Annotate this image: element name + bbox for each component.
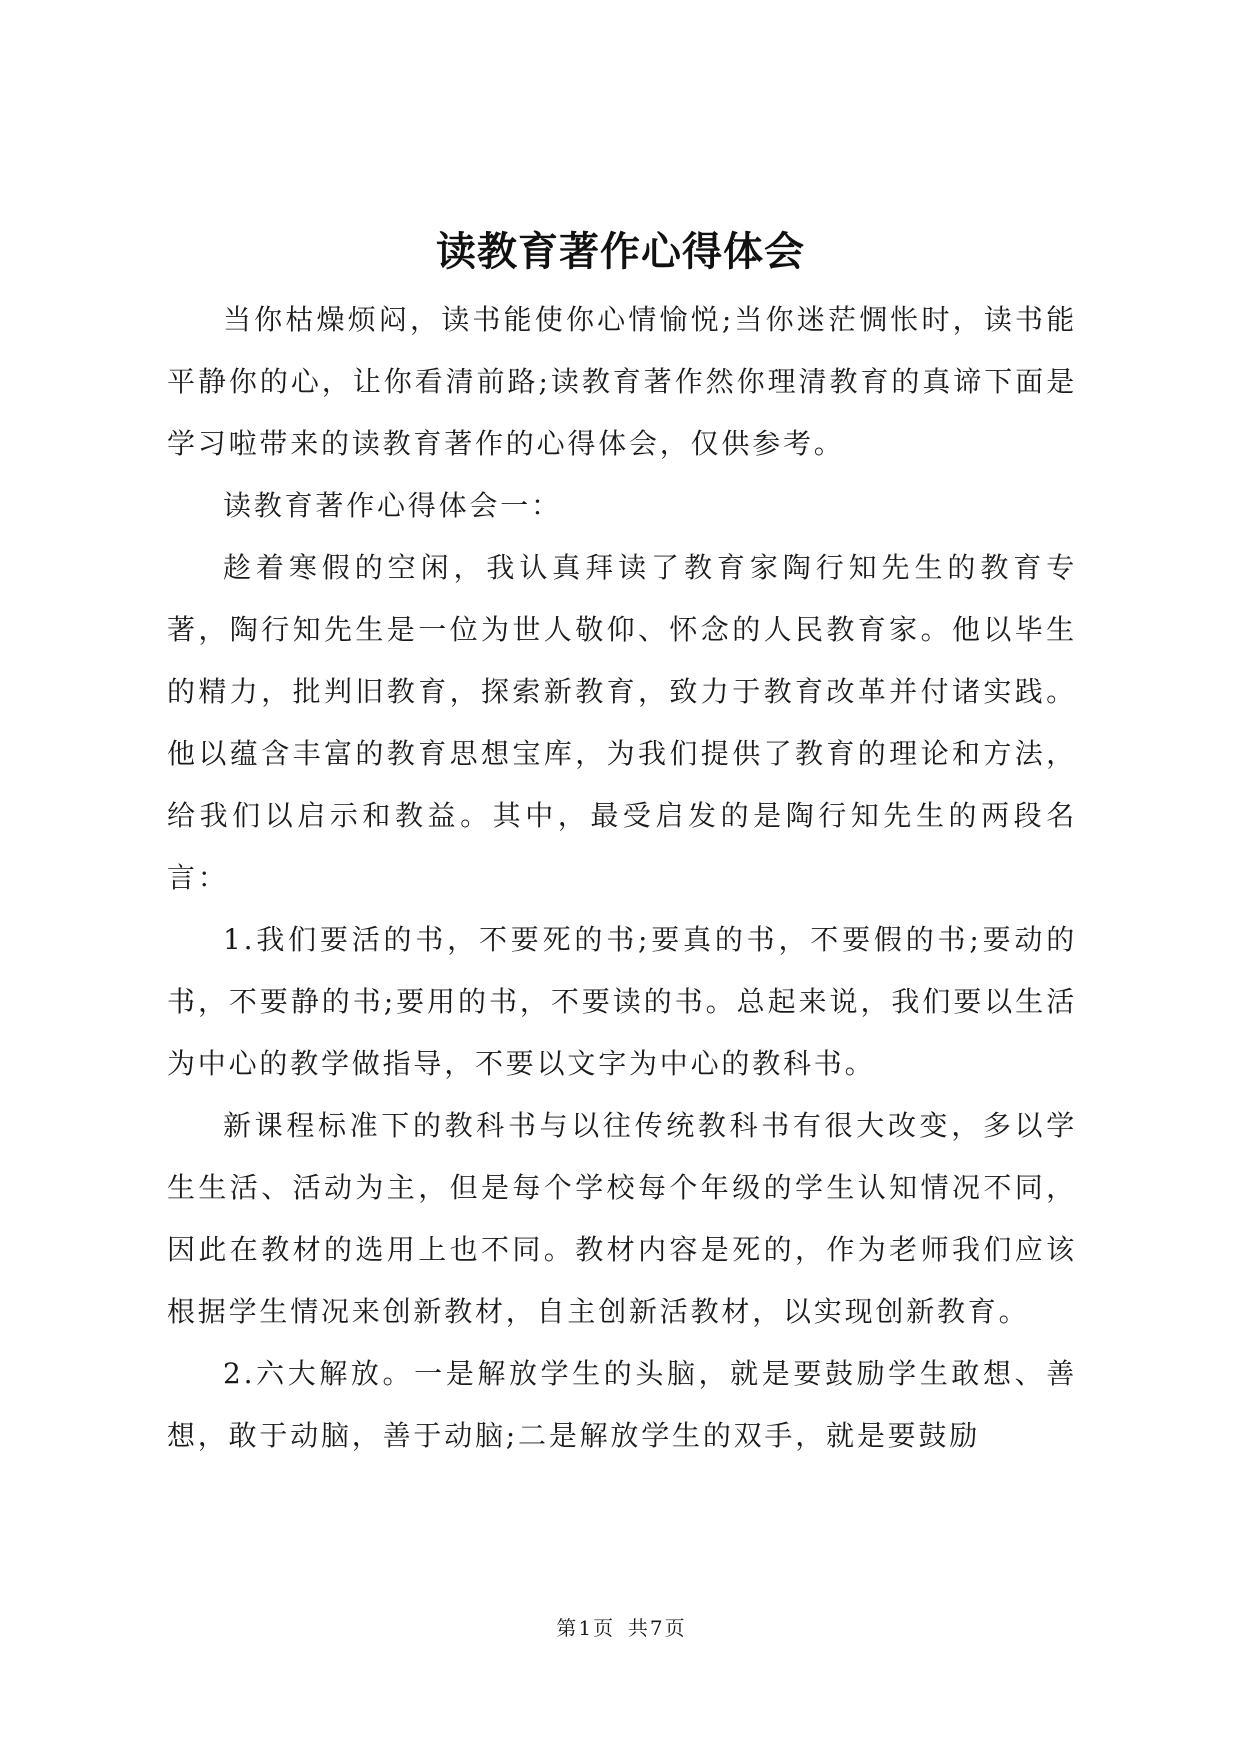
paragraph-tao-xingzhi: 趁着寒假的空闲，我认真拜读了教育家陶行知先生的教育专著，陶行知先生是一位为世人敬仰、怀念的人民教育家。他以毕生的精力，批判旧教育，探索新教育，致力于教育改革并付诸实践。他以蕴含丰富的教育思想宝库，为我们提供了教育的理论和方法，给我们以启示和教益。其中，最受启发的是陶行知先生的两段名言： <box>167 551 1077 894</box>
footer-total-pages: 7 <box>649 1616 663 1640</box>
footer-page-unit: 页 <box>593 1616 614 1640</box>
footer-total-unit: 页 <box>664 1616 685 1640</box>
paragraph-new-curriculum: 新课程标准下的教科书与以往传统教科书有很大改变，多以学生生活、活动为主，但是每个学校每个年级的学生认知情况不同，因此在教材的选用上也不同。教材内容是死的，作为老师我们应该根据学生情况来创新教材，自主创新活教材，以实现创新教育。 <box>167 1109 1077 1328</box>
page-footer <box>0 1613 1241 1643</box>
footer-total-label: 共 <box>627 1616 648 1640</box>
document-body <box>167 289 1077 1467</box>
document-title: 读教育著作心得体会 <box>436 228 805 275</box>
paragraph-quote-2: 2.六大解放。一是解放学生的头脑，就是要鼓励学生敢想、善想，敢于动脑，善于动脑;二是解放学生的双手，就是要鼓励 <box>167 1357 1077 1452</box>
paragraph-section-heading: 读教育著作心得体会一： <box>223 489 562 522</box>
paragraph-intro: 当你枯燥烦闷，读书能使你心情愉悦;当你迷茫惆怅时，读书能平静你的心，让你看清前路;读教育著作然你理清教育的真谛下面是学习啦带来的读教育著作的心得体会，仅供参考。 <box>167 303 1077 460</box>
footer-page-label: 第 <box>556 1616 577 1640</box>
paragraph-quote-1: 1.我们要活的书，不要死的书;要真的书，不要假的书;要动的书，不要静的书;要用的书，不要读的书。总起来说，我们要以生活为中心的教学做指导，不要以文字为中心的教科书。 <box>167 923 1077 1080</box>
footer-page-number: 1 <box>578 1616 592 1640</box>
